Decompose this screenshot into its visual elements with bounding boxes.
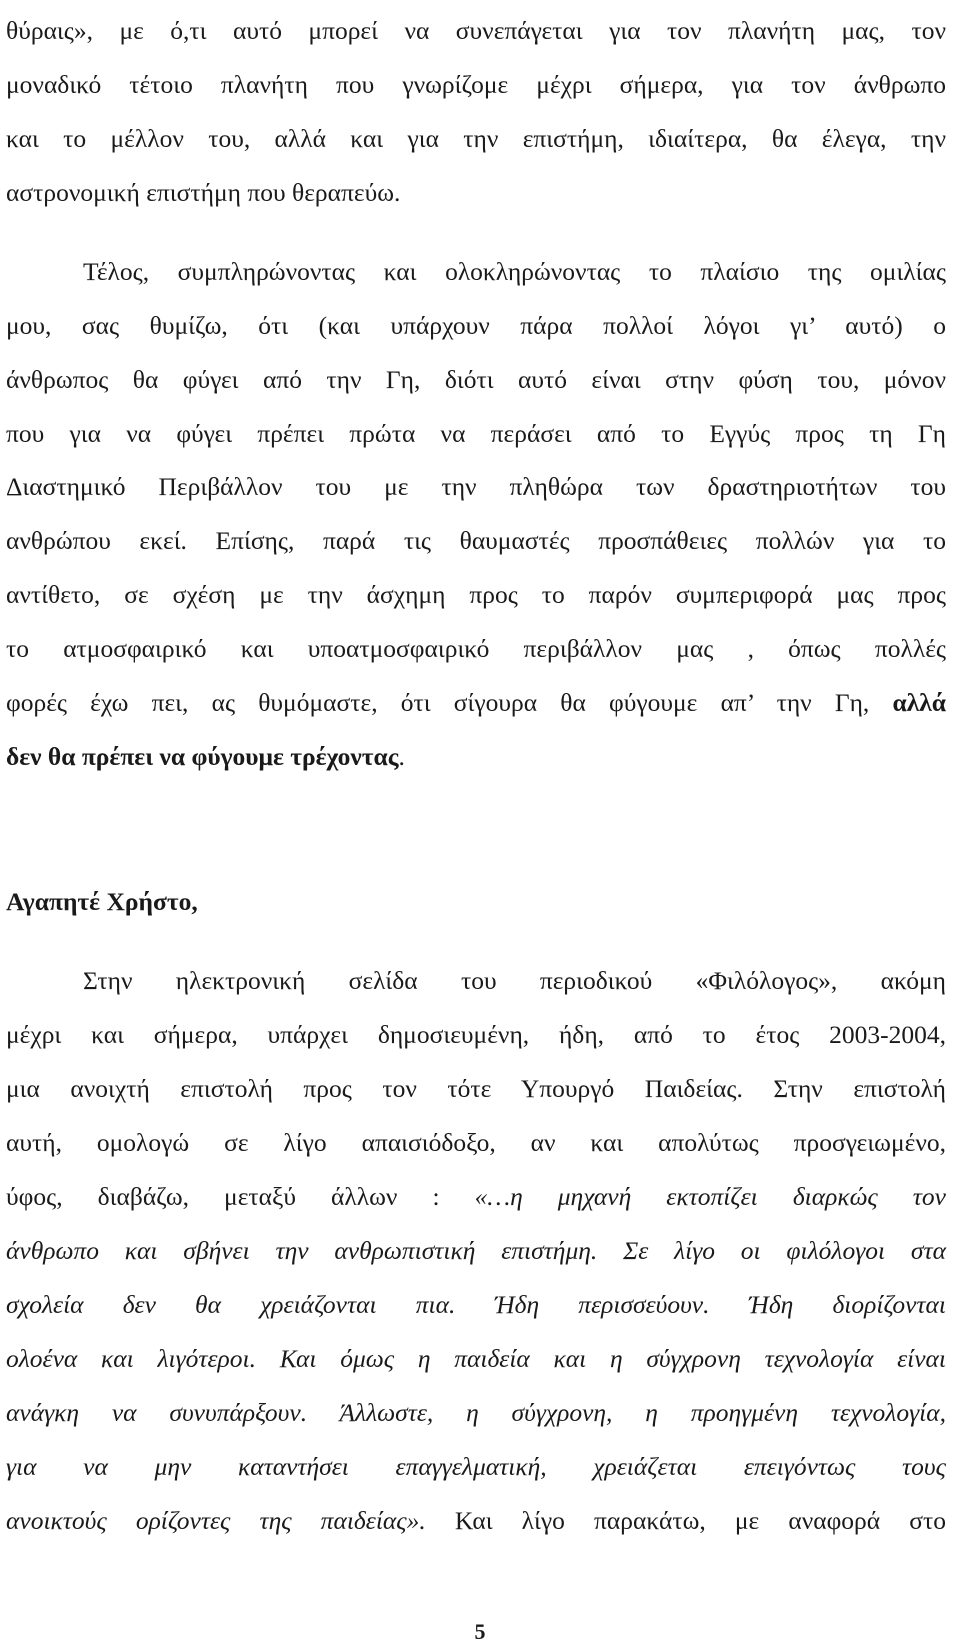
quote-line <box>6 1332 946 1386</box>
bold-text: αλλά <box>892 688 946 717</box>
page-number: 5 <box>474 1619 486 1644</box>
quote-text: ανάγκη να συνυπάρξουν. Άλλωστε, η σύγχρονη, η προηγμένη τεχνολογία, <box>6 1398 946 1427</box>
text-line: μια ανοιχτή επιστολή προς τον τότε Υπουργό Παιδείας. Στην επιστολή <box>6 1074 946 1103</box>
text-line <box>6 676 946 730</box>
quote-line <box>6 1386 946 1440</box>
text-line: μοναδικό τέτοιο πλανήτη που γνωρίζομε μέχρι σήμερα, για τον άνθρωπο <box>6 70 946 99</box>
quote-line <box>6 1278 946 1332</box>
text-line: μέχρι και σήμερα, υπάρχει δημοσιευμένη, ήδη, από το έτος 2003-2004, <box>6 1020 946 1049</box>
text-line <box>6 1170 946 1224</box>
letter-salutation: Αγαπητέ Χρήστο, <box>6 887 198 916</box>
text-line: αστρονομική επιστήμη που θεραπεύω. <box>6 178 401 207</box>
text-segment: Και λίγο παρακάτω, με αναφορά στο <box>425 1506 946 1535</box>
text-line: αυτή, ομολογώ σε λίγο απαισιόδοξο, αν και απολύτως προσγειωμένο, <box>6 1128 946 1157</box>
text-line: Τέλος, συμπληρώνοντας και ολοκληρώνοντας το πλαίσιο της ομιλίας <box>83 257 946 286</box>
text-line: Διαστημικό Περιβάλλον του με την πληθώρα των δραστηριοτήτων του <box>6 472 946 501</box>
text-line: το ατμοσφαιρικό και υποατμοσφαιρικό περιβάλλον μας , όπως πολλές <box>6 634 946 663</box>
text-segment: . <box>398 742 405 771</box>
text-line: ανθρώπου εκεί. Επίσης, παρά τις θαυμαστές προσπάθειες πολλών για το <box>6 526 946 555</box>
text-line <box>6 730 946 784</box>
text-line: άνθρωπος θα φύγει από την Γη, διότι αυτό είναι στην φύση του, μόνον <box>6 365 946 394</box>
text-segment: φορές έχω πει, ας θυμόμαστε, ότι σίγουρα θα φύγουμε απ’ την Γη, <box>6 688 870 717</box>
quote-text: «…η μηχανή εκτοπίζει διαρκώς τον <box>474 1182 946 1211</box>
text-segment: ύφος, διαβάζω, μεταξύ άλλων : <box>6 1182 475 1211</box>
bold-text: δεν θα πρέπει να φύγουμε τρέχοντας <box>6 742 399 771</box>
quote-text: σχολεία δεν θα χρειάζονται πια. Ήδη περισσεύουν. Ήδη διορίζονται <box>6 1290 946 1319</box>
quote-line <box>6 1440 946 1494</box>
quote-text: άνθρωπο και σβήνει την ανθρωπιστική επιστήμη. Σε λίγο οι φιλόλογοι στα <box>6 1236 946 1265</box>
quote-text: ανοικτούς ορίζοντες της παιδείας». <box>6 1506 426 1535</box>
text-line: θύραις», με ό,τι αυτό μπορεί να συνεπάγεται για τον πλανήτη μας, τον <box>6 16 946 45</box>
text-line <box>6 1494 946 1548</box>
quote-line <box>6 1224 946 1278</box>
quote-text: ολοένα και λιγότεροι. Και όμως η παιδεία και η σύγχρονη τεχνολογία είναι <box>6 1344 946 1373</box>
text-line: και το μέλλον του, αλλά και για την επιστήμη, ιδιαίτερα, θα έλεγα, την <box>6 124 946 153</box>
text-line: Στην ηλεκτρονική σελίδα του περιοδικού «Φιλόλογος», ακόμη <box>83 966 946 995</box>
quote-text: για να μην καταντήσει επαγγελματική, χρειάζεται επειγόντως τους <box>6 1452 946 1481</box>
text-line: που για να φύγει πρέπει πρώτα να περάσει από το Εγγύς προς τη Γη <box>6 419 946 448</box>
text-line: μου, σας θυμίζω, ότι (και υπάρχουν πάρα πολλοί λόγοι γι’ αυτό) ο <box>6 311 946 340</box>
text-line: αντίθετο, σε σχέση με την άσχημη προς το παρόν συμπεριφορά μας προς <box>6 580 946 609</box>
